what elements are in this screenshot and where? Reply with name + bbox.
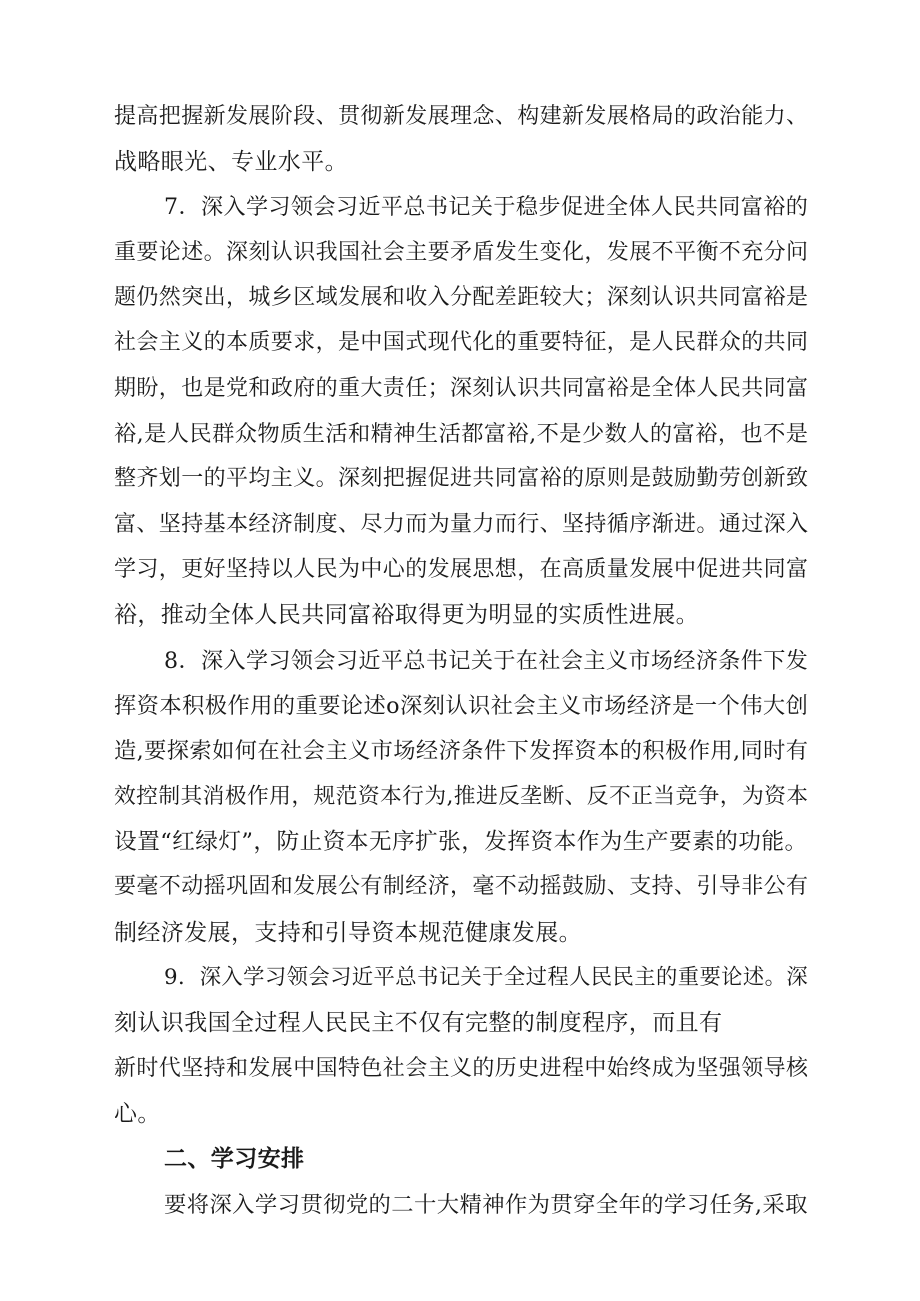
text-line: 心。	[114, 1101, 161, 1127]
text-line: 重要论述。深刻认识我国社会主要矛盾发生变化，发展不平衡不充分问	[114, 240, 809, 265]
paragraph-8-start: 8．深入学习领会习近平总书记关于在社会主义市场经济条件下发	[164, 648, 809, 674]
section-heading: 二、学习安排	[164, 1146, 305, 1172]
text-line: 学习，更好坚持以人民为中心的发展思想，在高质量发展中促进共同富	[114, 557, 809, 582]
text-line: 社会主义的本质要求，是中国式现代化的重要特征，是人民群众的共同	[114, 330, 809, 355]
text-line: 造,要探索如何在社会主义市场经济条件下发挥资本的积极作用,同时有	[114, 738, 809, 764]
text-line: 刻认识我国全过程人民民主不仅有完整的制度程序，而且有	[114, 1010, 723, 1036]
text-line: 题仍然突出，城乡区域发展和收入分配差距较大；深刻认识共同富裕是	[114, 285, 809, 310]
paragraph-9-start: 9．深入学习领会习近平总书记关于全过程人民民主的重要论述。深	[164, 965, 809, 990]
text-line: 提高把握新发展阶段、贯彻新发展理念、构建新发展格局的政治能力、	[114, 104, 809, 129]
text-line: 要毫不动摇巩固和发展公有制经济，毫不动摇鼓励、支持、引导非公有	[114, 874, 809, 899]
text-line: 整齐划一的平均主义。深刻把握促进共同富裕的原则是鼓励勤劳创新致	[114, 466, 809, 491]
text-line: 期盼，也是党和政府的重大责任；深刻认识共同富裕是全体人民共同富	[114, 376, 809, 401]
text-line: 挥资本积极作用的重要论述o深刻认识社会主义市场经济是一个伟大创	[114, 693, 809, 719]
text-line: 新时代坚持和发展中国特色社会主义的历史进程中始终成为坚强领导核	[114, 1056, 809, 1081]
paragraph-7-start: 7．深入学习领会习近平总书记关于稳步促进全体人民共同富裕的	[164, 194, 809, 220]
text-line: 战略眼光、专业水平。	[114, 149, 348, 175]
text-line: 裕，推动全体人民共同富裕取得更为明显的实质性进展。	[114, 602, 699, 628]
text-line: 裕,是人民群众物质生活和精神生活都富裕,不是少数人的富裕，也不是	[114, 421, 809, 447]
text-line: 富、坚持基本经济制度、尽力而为量力而行、坚持循序渐进。通过深入	[114, 512, 809, 537]
text-line: 效控制其消极作用，规范资本行为,推进反垄断、反不正当竞争，为资本	[114, 784, 809, 809]
paragraph-start: 要将深入学习贯彻党的二十大精神作为贯穿全年的学习任务,采取	[164, 1192, 808, 1218]
text-line: 设置“红绿灯”，防止资本无序扩张，发挥资本作为生产要素的功能。	[114, 829, 808, 855]
text-line: 制经济发展，支持和引导资本规范健康发展。	[114, 920, 582, 946]
